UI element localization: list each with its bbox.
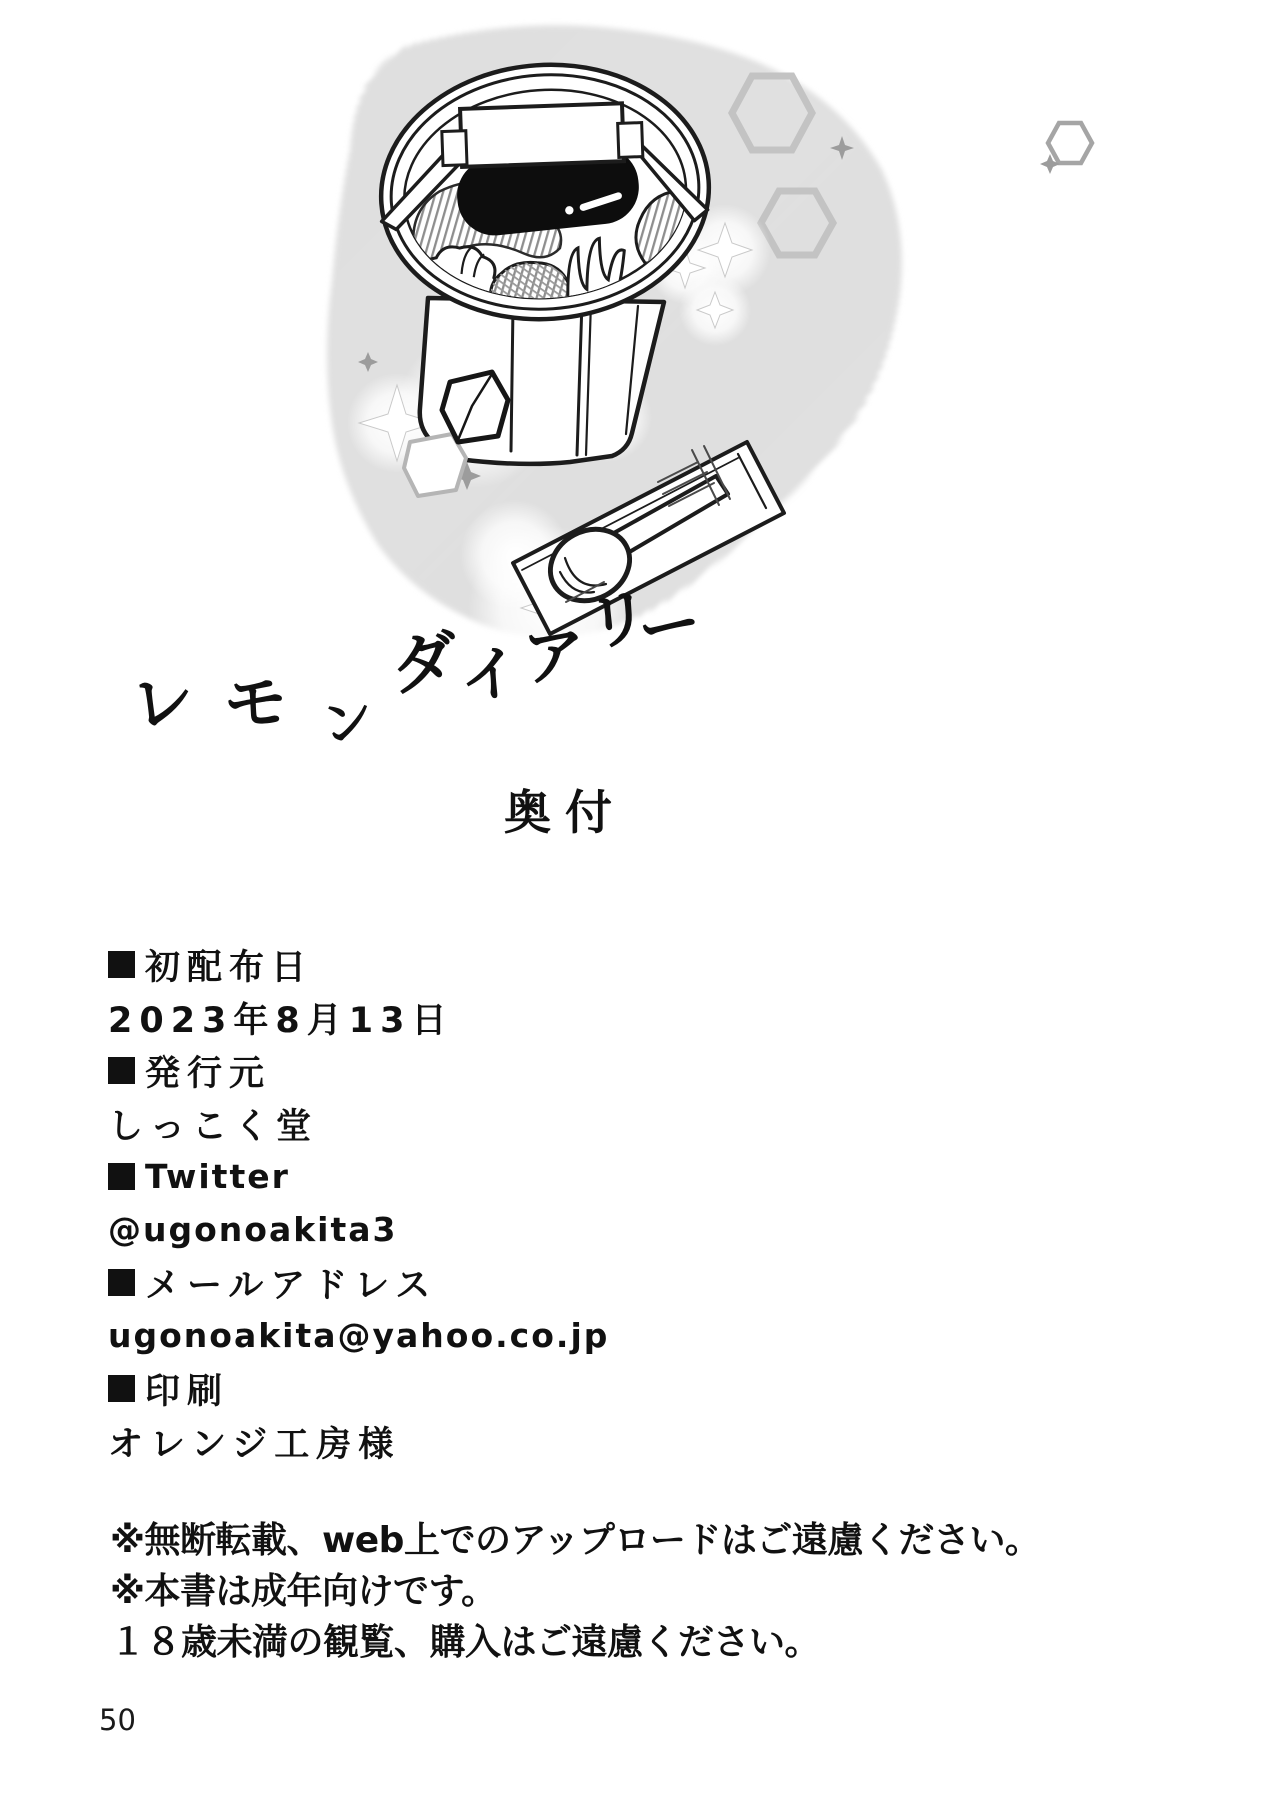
- notice-adults-only: ※本書は成年向けです。: [110, 1571, 497, 1612]
- square-bullet-icon: [108, 1057, 135, 1084]
- label-first-distribution-date: 初配布日: [145, 947, 314, 988]
- colophon-entry-value: [108, 991, 609, 1044]
- label-email-address: メールアドレス: [145, 1265, 438, 1306]
- colophon-entry-value: [108, 1415, 609, 1468]
- value-first-distribution-date: 2023年8月13日: [108, 1000, 454, 1041]
- legal-notices: [110, 1512, 1040, 1665]
- colophon-entry-label: [108, 938, 609, 991]
- colophon-credits: [108, 938, 609, 1468]
- value-printer: オレンジ工房様: [108, 1424, 401, 1465]
- square-bullet-icon: [108, 1163, 135, 1190]
- label-publisher: 発行元: [145, 1053, 272, 1094]
- label-twitter: Twitter: [145, 1157, 290, 1196]
- colophon-entry-value: [108, 1097, 609, 1150]
- book-title: レ モ ンダイアリー: [126, 580, 707, 756]
- page-number: 50: [99, 1703, 136, 1737]
- square-bullet-icon: [108, 1269, 135, 1296]
- square-bullet-icon: [108, 951, 135, 978]
- value-twitter-handle: @ugonoakita3: [108, 1210, 398, 1249]
- notice-no-repost: ※無断転載、web上でのアップロードはご遠慮ください。: [110, 1520, 1041, 1561]
- colophon-entry-label: [108, 1150, 609, 1203]
- colophon-entry-value: [108, 1203, 609, 1256]
- notice-under-18: １８歳未満の観覧、購入はご遠慮ください。: [110, 1622, 821, 1663]
- value-email-address: ugonoakita@yahoo.co.jp: [108, 1316, 610, 1355]
- value-publisher: しっこく堂: [108, 1106, 319, 1147]
- cup-handle-tab: [441, 103, 643, 168]
- colophon-entry-label: [108, 1362, 609, 1415]
- label-printer: 印刷: [145, 1371, 230, 1412]
- square-bullet-icon: [108, 1375, 135, 1402]
- colophon-entry-label: [108, 1044, 609, 1097]
- colophon-entry-label: [108, 1256, 609, 1309]
- section-heading-colophon: 奥付: [504, 786, 626, 841]
- colophon-entry-value: [108, 1309, 609, 1362]
